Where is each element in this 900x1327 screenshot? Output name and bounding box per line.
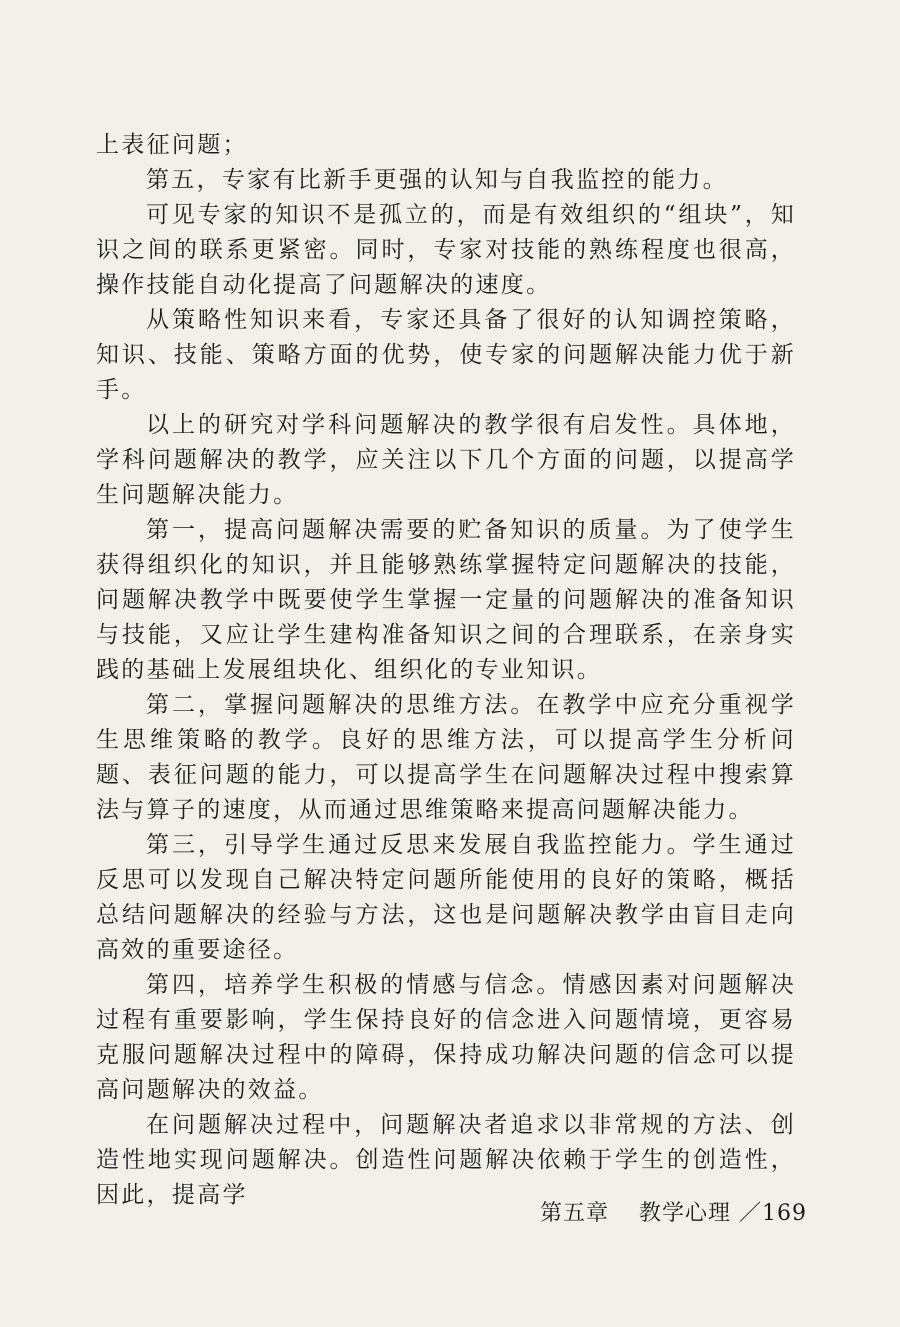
page-number: ／169 bbox=[739, 1201, 808, 1226]
page-body bbox=[96, 128, 796, 1213]
paragraph-first-point: 第一，提高问题解决需要的贮备知识的质量。为了使学生获得组织化的知识，并且能够熟练掌握特定问题解决的技能，问题解决教学中既要使学生掌握一定量的问题解决的准备知识与技能，又应让学生建构准备知识之间的合理联系，在亲身实践的基础上发展组块化、组织化的专业知识。 bbox=[96, 517, 796, 683]
page-footer bbox=[540, 1196, 807, 1227]
paragraph-second-point: 第二，掌握问题解决的思维方法。在教学中应充分重视学生思维策略的教学。良好的思维方法，可以提高学生分析问题、表征问题的能力，可以提高学生在问题解决过程中搜索算法与算子的速度，从而通过思维策略来提高问题解决能力。 bbox=[96, 692, 796, 823]
paragraph-continuation: 上表征问题； bbox=[96, 132, 248, 158]
paragraph-teaching-implications: 以上的研究对学科问题解决的教学很有启发性。具体地，学科问题解决的教学，应关注以下几个方面的问题，以提高学生问题解决能力。 bbox=[96, 412, 796, 508]
paragraph-creative-problem-solving: 在问题解决过程中，问题解决者追求以非常规的方法、创造性地实现问题解决。创造性问题解决依赖于学生的创造性，因此，提高学 bbox=[96, 1112, 796, 1208]
paragraph-strategic-knowledge: 从策略性知识来看，专家还具备了很好的认知调控策略，知识、技能、策略方面的优势，使专家的问题解决能力优于新手。 bbox=[96, 307, 796, 403]
footer-chapter: 第五章 bbox=[540, 1201, 610, 1226]
paragraph-expert-knowledge: 可见专家的知识不是孤立的，而是有效组织的“组块”，知识之间的联系更紧密。同时，专家对技能的熟练程度也很高，操作技能自动化提高了问题解决的速度。 bbox=[96, 202, 796, 298]
paragraph-fourth-point: 第四，培养学生积极的情感与信念。情感因素对问题解决过程有重要影响，学生保持良好的信念进入问题情境，更容易克服问题解决过程中的障碍，保持成功解决问题的信念可以提高问题解决的效益。 bbox=[96, 972, 796, 1103]
paragraph-third-point: 第三，引导学生通过反思来发展自我监控能力。学生通过反思可以发现自己解决特定问题所能使用的良好的策略，概括总结问题解决的经验与方法，这也是问题解决教学由盲目走向高效的重要途径。 bbox=[96, 832, 796, 963]
footer-section: 教学心理 bbox=[639, 1201, 732, 1226]
paragraph-fifth-point: 第五，专家有比新手更强的认知与自我监控的能力。 bbox=[146, 167, 728, 193]
